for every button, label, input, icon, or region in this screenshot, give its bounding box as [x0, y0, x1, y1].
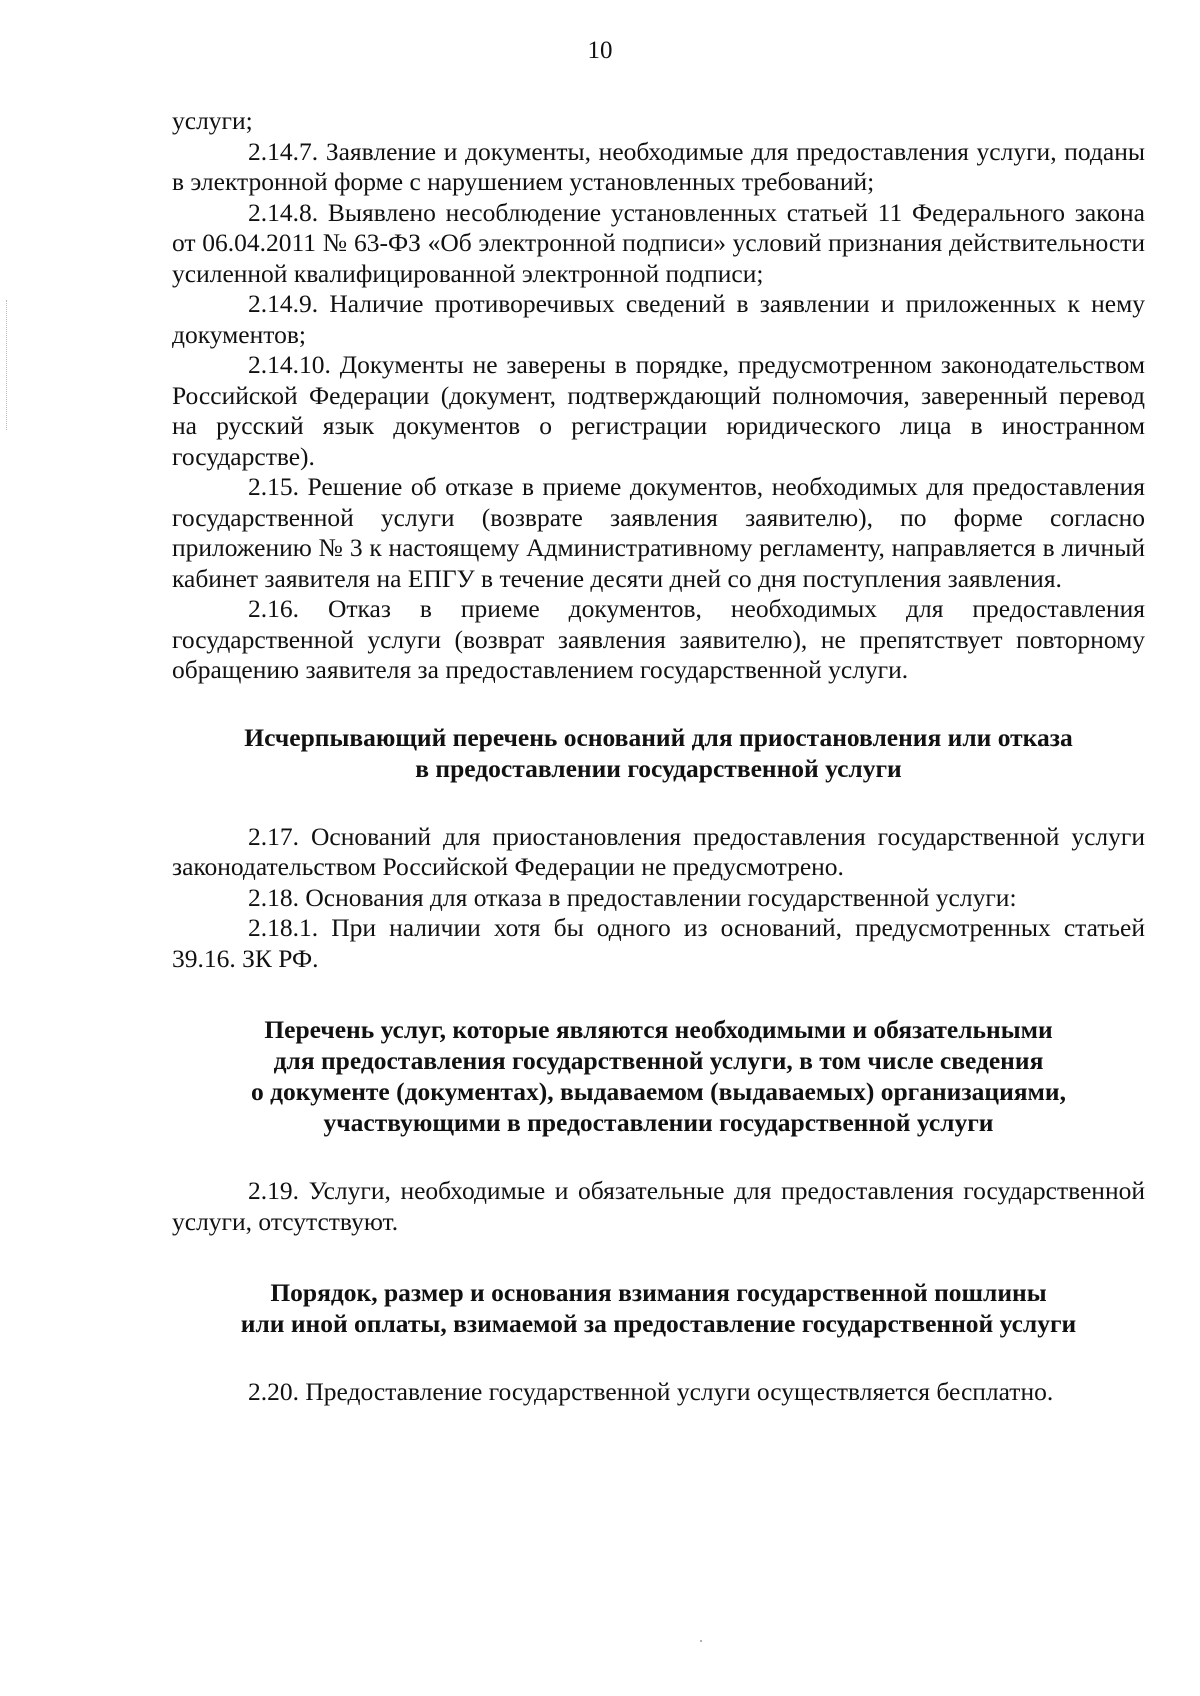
- document-body: [172, 106, 1145, 1408]
- paragraph: 2.17. Оснований для приостановления предоставления государственной услуги законодательством Российской Федерации не предусмотрено.: [172, 821, 1145, 881]
- paragraph: 2.20. Предоставление государственной услуги осуществляется бесплатно.: [248, 1377, 1054, 1406]
- section-grounds-refusal-acceptance: [172, 106, 1145, 686]
- paragraph: 2.15. Решение об отказе в приеме документов, необходимых для предоставления государственной услуги (возврате заявления заявителю), по форме согласно приложению № 3 к настоящему Административному регламенту, направляется в личный кабинет заявителя на ЕПГУ в течение десяти дней со дня поступления заявления.: [172, 472, 1145, 593]
- heading-line: Перечень услуг, которые являются необходимыми и обязательными: [264, 1015, 1053, 1044]
- paragraph: 2.14.8. Выявлено несоблюдение установленных статьей 11 Федерального закона от 06.04.2011 № 63-ФЗ «Об электронной подписи» условий признания действительности усиленной квалифицированной электронной подписи;: [172, 197, 1145, 288]
- heading-line: для предоставления государственной услуги, в том числе сведения: [273, 1046, 1044, 1075]
- heading-line: или иной оплаты, взимаемой за предоставление государственной услуги: [240, 1309, 1077, 1338]
- heading-line: в предоставлении государственной услуги: [415, 753, 902, 783]
- paragraph: 2.18.1. При наличии хотя бы одного из оснований, предусмотренных статьей 39.16. ЗК РФ.: [172, 913, 1145, 973]
- heading-state-fee: [172, 1277, 1145, 1339]
- paragraph: 2.14.9. Наличие противоречивых сведений в заявлении и приложенных к нему документов;: [172, 289, 1145, 349]
- heading-grounds-suspension: [172, 722, 1145, 784]
- heading-required-services: [172, 1014, 1145, 1138]
- heading-line: Исчерпывающий перечень оснований для приостановления или отказа: [244, 722, 1073, 752]
- section-required-services: [172, 1176, 1145, 1237]
- section-grounds-suspension: [172, 822, 1145, 975]
- scan-speck: [700, 1640, 702, 1642]
- scan-margin-marks: [6, 300, 9, 430]
- section-state-fee: [172, 1377, 1145, 1408]
- paragraph: услуги;: [172, 106, 253, 135]
- heading-line: участвующими в предоставлении государственной услуги: [323, 1108, 994, 1137]
- paragraph: 2.14.7. Заявление и документы, необходимые для предоставления услуги, поданы в электронной форме с нарушением установленных требований;: [172, 136, 1145, 196]
- paragraph: 2.19. Услуги, необходимые и обязательные для предоставления государственной услуги, отсутствуют.: [172, 1176, 1145, 1236]
- paragraph: 2.14.10. Документы не заверены в порядке, предусмотренном законодательством Российской Федерации (документ, подтверждающий полномочия, заверенный перевод на русский язык документов о регистрации юридического лица в иностранном государстве).: [172, 350, 1145, 471]
- paragraph: 2.16. Отказ в приеме документов, необходимых для предоставления государственной услуги (возврат заявления заявителю), не препятствует повторному обращению заявителя за предоставлением государственной услуги.: [172, 594, 1145, 684]
- heading-line: Порядок, размер и основания взимания государственной пошлины: [270, 1278, 1047, 1307]
- heading-line: о документе (документах), выдаваемом (выдаваемых) организациями,: [251, 1077, 1066, 1106]
- paragraph: 2.18. Основания для отказа в предоставлении государственной услуги:: [248, 882, 1017, 912]
- page-number: 10: [587, 37, 613, 64]
